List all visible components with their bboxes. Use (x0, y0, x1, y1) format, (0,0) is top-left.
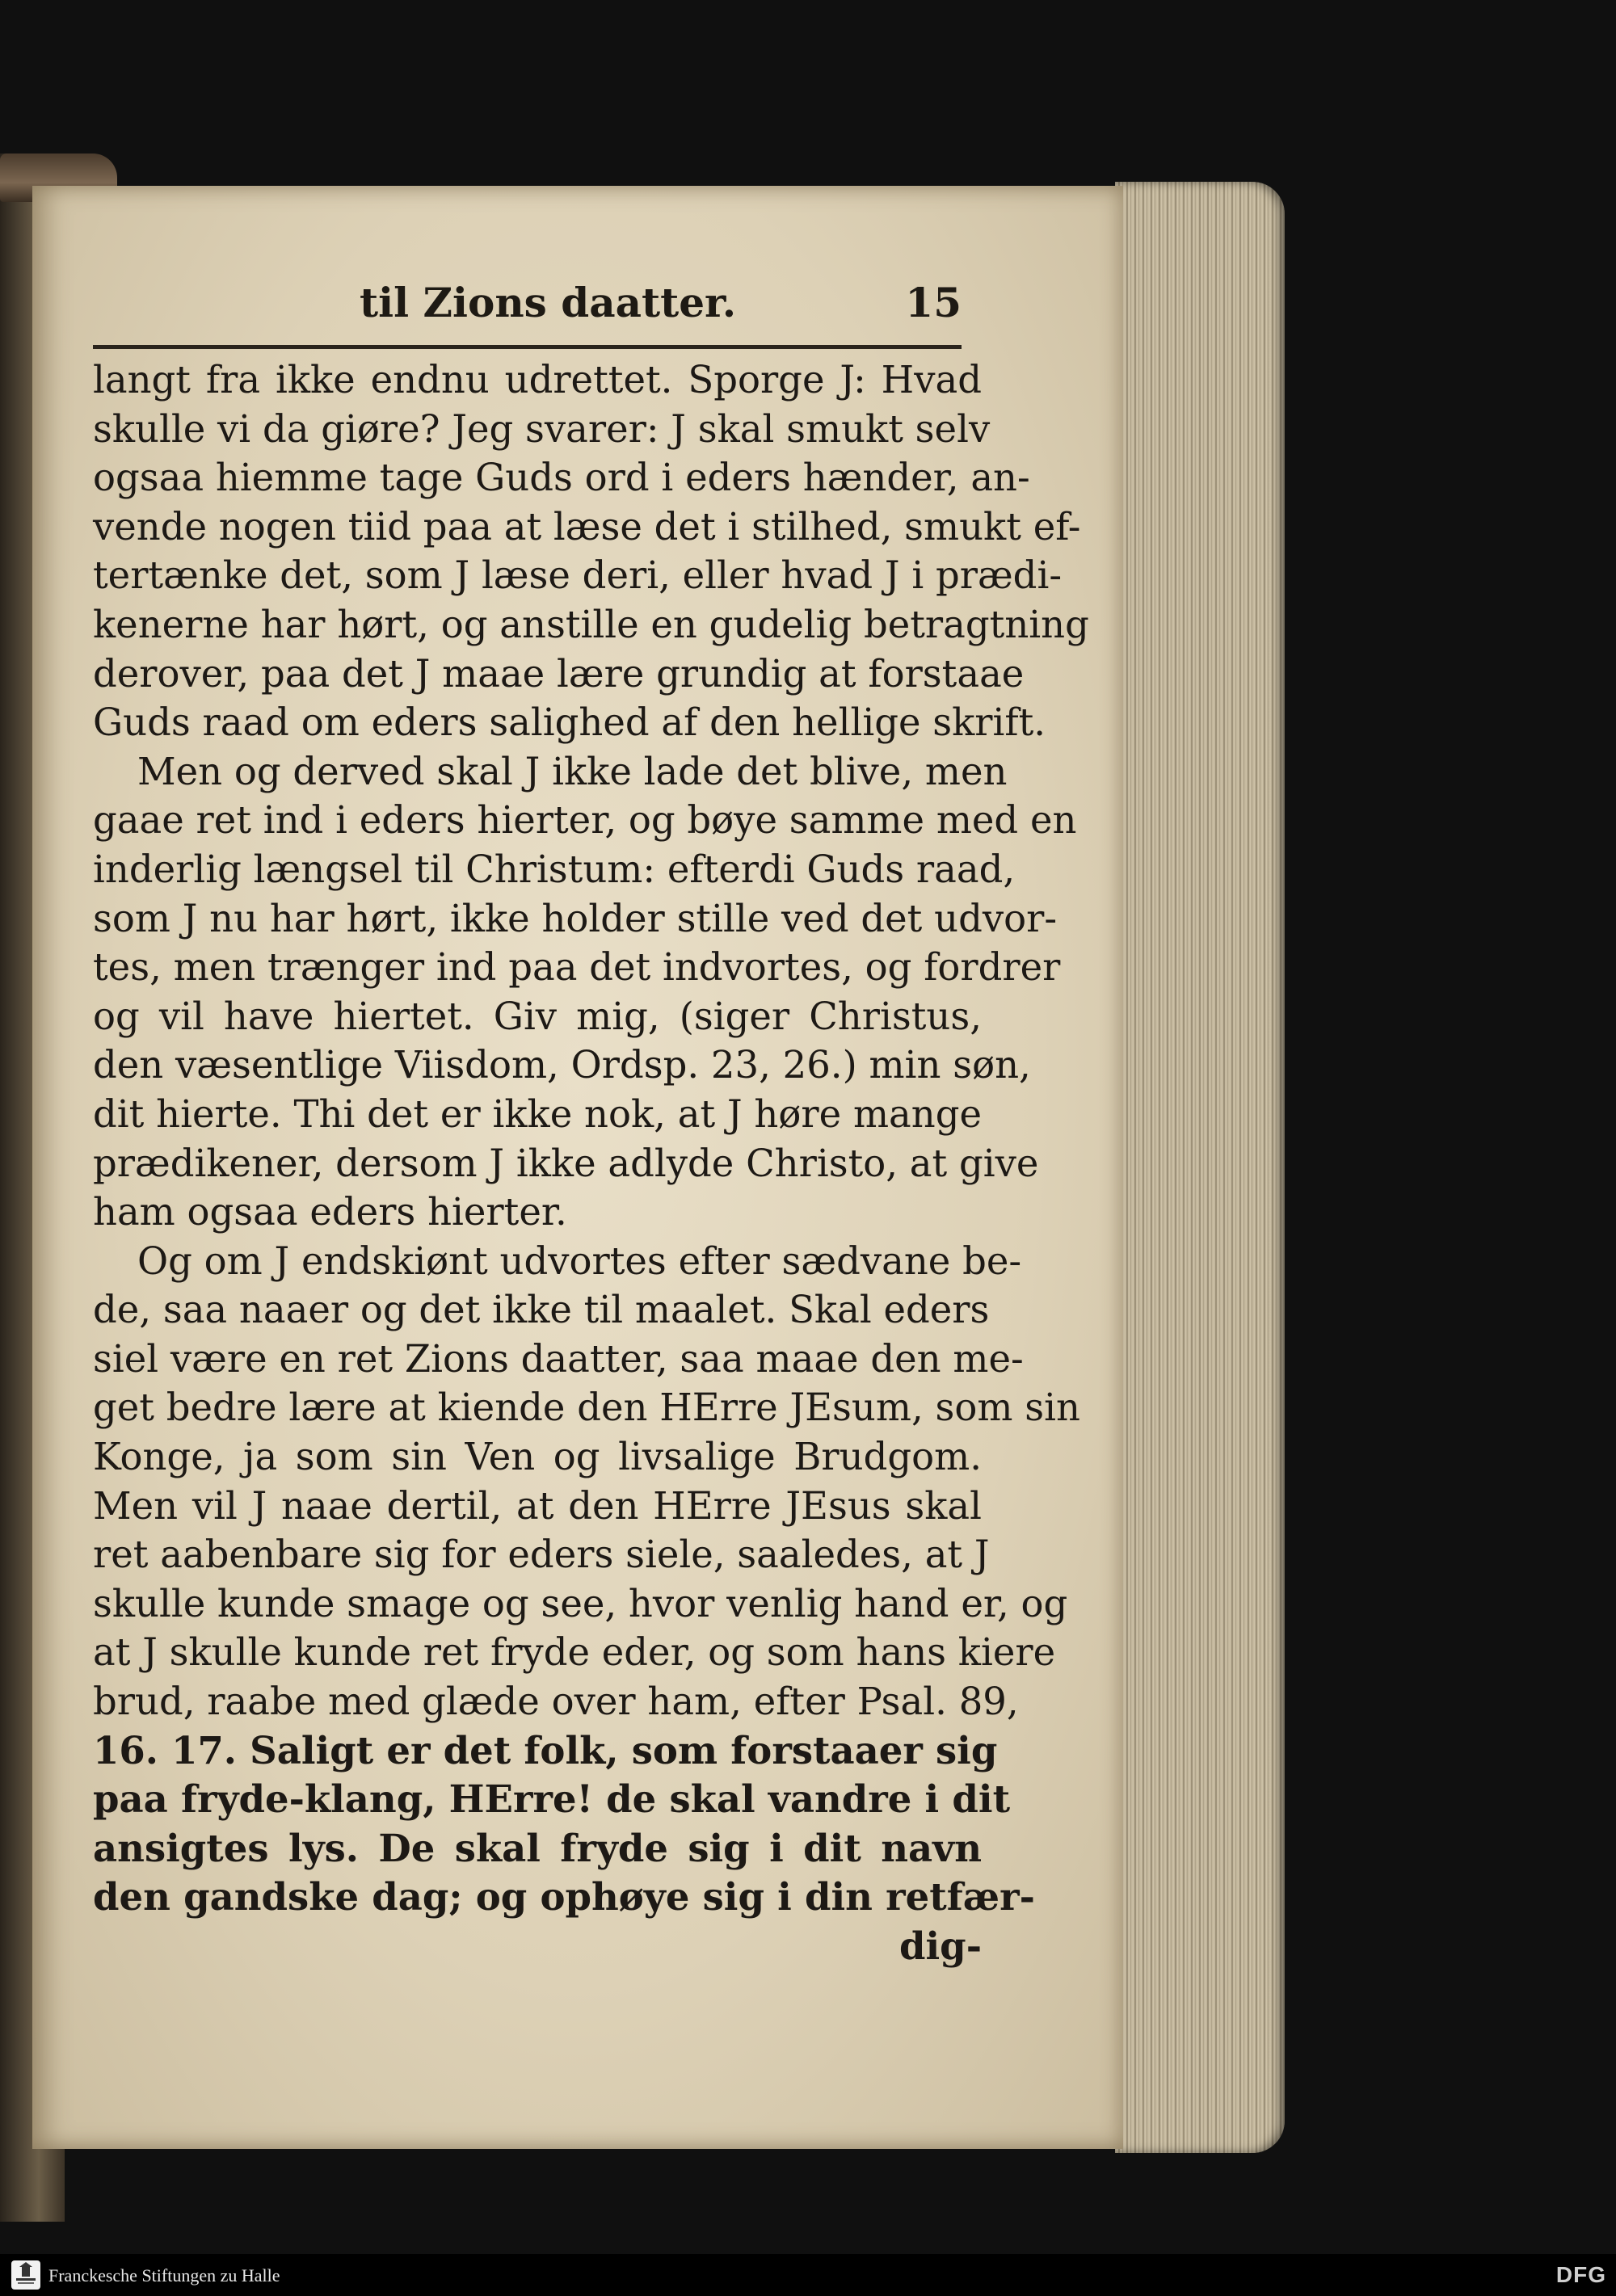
text-line: inderlig længsel til Christum: efterdi Guds raad, (93, 847, 1016, 891)
text-line: at J skulle kunde ret fryde eder, og som hans kiere (93, 1630, 1056, 1675)
text-line: prædikener, dersom J ikke adlyde Christo, at give (93, 1141, 1039, 1185)
institution-name[interactable]: Franckesche Stiftungen zu Halle (48, 2265, 280, 2285)
page-header (93, 279, 962, 355)
text-line: 16. 17. Saligt er det folk, som forstaaer sig (93, 1727, 998, 1772)
page-number: 15 (905, 279, 962, 326)
text-line: kenerne har hørt, og anstille en gudelig betragtning (93, 602, 1089, 646)
catchword: dig- (899, 1924, 982, 1968)
text-line: den gandske dag; og ophøye sig i din retfær- (93, 1874, 1035, 1920)
header-rule (93, 345, 962, 349)
text-line: dit hierte. Thi det er ikke nok, at J høre mange (93, 1091, 982, 1136)
page-edges (1115, 182, 1285, 2153)
text-line: skulle vi da giøre? Jeg svarer: J skal smukt selv (93, 406, 991, 451)
text-line: og vil have hiertet. Giv mig, (siger Christus, (93, 994, 982, 1038)
text-line: gaae ret ind i eders hierter, og bøye samme med en (93, 798, 1077, 843)
text-line: get bedre lære at kiende den HErre JEsum, som sin (93, 1386, 1080, 1430)
text-line: Guds raad om eders salighed af den hellige skrift. (93, 700, 1046, 745)
body-text (93, 355, 1089, 1971)
text-line: siel være en ret Zions daatter, saa maae den me- (93, 1336, 1024, 1381)
text-line: ogsaa hiemme tage Guds ord i eders hænder, an- (93, 456, 1030, 500)
text-line: vende nogen tiid paa at læse det i stilhed, smukt ef- (93, 504, 1081, 549)
dfg-logo[interactable]: DFG (1555, 2262, 1606, 2287)
text-line: ret aabenbare sig for eders siele, saaledes, at J (93, 1533, 990, 1577)
viewer-footer (0, 2254, 1616, 2296)
text-line: tes, men trænger ind paa det indvortes, og fordrer (93, 945, 1061, 990)
text-line: brud, raabe med glæde over ham, efter Psal. 89, (93, 1680, 1019, 1724)
text-line: langt fra ikke endnu udrettet. Sporge J: Hvad (93, 358, 982, 402)
text-line: ham ogsaa eders hierter. (93, 1190, 567, 1234)
running-head: til Zions daatter. (360, 279, 737, 326)
text-line: Konge, ja som sin Ven og livsalige Brudgom. (93, 1435, 982, 1479)
text-line: tertænke det, som J læse deri, eller hvad J i prædi- (93, 553, 1063, 598)
text-line: skulle kunde smage og see, hvor venlig hand er, og (93, 1581, 1068, 1625)
text-line: paa fryde-klang, HErre! de skal vandre i dit (93, 1777, 1011, 1822)
text-line: derover, paa det J maae lære grundig at forstaae (93, 651, 1025, 696)
text-line: Men vil J naae dertil, at den HErre JEsus skal (93, 1483, 982, 1528)
text-line: den væsentlige Viisdom, Ordsp. 23, 26.) min søn, (93, 1043, 1031, 1087)
text-line: som J nu har hørt, ikke holder stille ved det udvor- (93, 896, 1058, 940)
text-line: Og om J endskiønt udvortes efter sædvane be- (137, 1238, 1022, 1283)
institution-logo-icon (11, 2260, 40, 2290)
text-line: ansigtes lys. De skal fryde sig i dit navn (93, 1825, 982, 1870)
text-line: de, saa naaer og det ikke til maalet. Skal eders (93, 1288, 990, 1332)
text-line: Men og derved skal J ikke lade det blive, men (137, 749, 1008, 793)
